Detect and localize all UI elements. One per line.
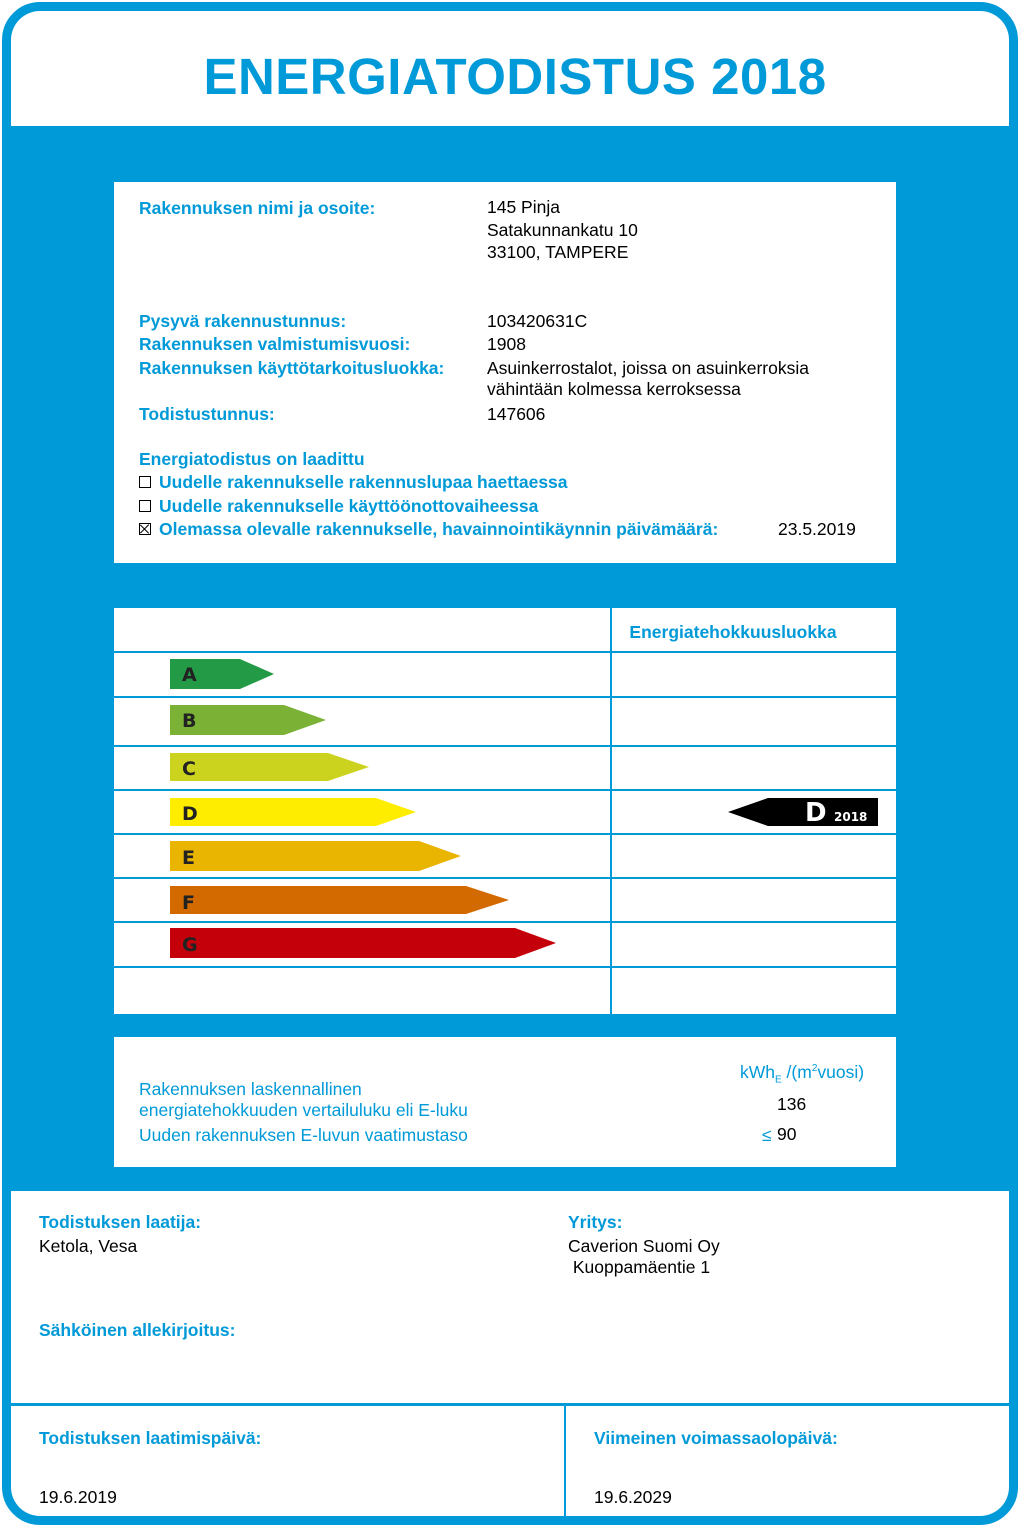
requirement-value: 90: [777, 1124, 797, 1144]
checkbox-unchecked-icon: [139, 476, 151, 488]
class-bar-f: [170, 886, 509, 914]
prepared-heading: Energiatodistus on laadittu: [139, 449, 365, 469]
author-label: Todistuksen laatija:: [39, 1212, 202, 1232]
year-value: 1908: [487, 334, 526, 354]
dates-panel: [11, 1406, 1009, 1525]
e-value-unit: kWh$_E$ $/(m^2vuosi)$: [740, 1062, 865, 1086]
cert-id-label: Todistustunnus:: [139, 404, 275, 424]
class-bar-g: [170, 928, 556, 958]
expiry-date-label: Viimeinen voimassaolopäivä:: [594, 1428, 838, 1448]
requirement-label: Uuden rakennuksen E-luvun vaatimustaso: [139, 1125, 468, 1145]
e-value-label-line-1: Rakennuksen laskennallinen: [139, 1079, 362, 1099]
company-line-2: Kuoppamäentie 1: [568, 1257, 711, 1277]
building-name-line-1: 145 Pinja: [487, 197, 560, 217]
prepared-option-2: [139, 496, 538, 517]
checkbox-unchecked-icon: [139, 500, 151, 512]
class-label-a: A: [182, 664, 197, 686]
class-label-b: B: [182, 710, 197, 732]
efficiency-column-header: Energiatehokkuusluokka: [629, 622, 837, 642]
e-value-panel: [114, 1037, 896, 1167]
class-label-c: C: [182, 758, 196, 780]
company-label: Yritys:: [568, 1212, 623, 1232]
author-name: Ketola, Vesa: [39, 1236, 138, 1256]
cert-id-value: 147606: [487, 404, 546, 424]
usage-label: Rakennuksen käyttötarkoitusluokka:: [139, 358, 445, 378]
usage-value-line-1: Asuinkerrostalot, joissa on asuinkerroksia: [487, 358, 809, 378]
page-title: ENERGIATODISTUS 2018: [203, 48, 827, 105]
requirement-prefix: ≤: [762, 1125, 772, 1145]
building-name-label: Rakennuksen nimi ja osoite:: [139, 198, 376, 218]
rating-letter: D: [805, 798, 827, 828]
building-name-line-2: Satakunnankatu 10: [487, 220, 638, 240]
dates-divider: [564, 1406, 566, 1525]
efficiency-scale: [114, 608, 896, 1014]
author-panel: [11, 1191, 1009, 1403]
year-label: Rakennuksen valmistumisvuosi:: [139, 334, 411, 354]
rating-arrow: [728, 798, 878, 828]
certificate-frame: [2, 2, 1018, 1525]
rating-version: 2018: [834, 810, 868, 824]
permanent-id-label: Pysyvä rakennustunnus:: [139, 311, 347, 331]
signature-label: Sähköinen allekirjoitus:: [39, 1320, 236, 1340]
checkbox-checked-icon: [139, 523, 151, 535]
class-label-e: E: [182, 847, 195, 869]
efficiency-class-panel: [114, 608, 896, 1014]
prepared-option-2-label: Uudelle rakennukselle käyttöönottovaiheessa: [159, 496, 539, 516]
prepared-option-3: [139, 519, 718, 540]
visit-date: 23.5.2019: [778, 519, 856, 539]
usage-value-line-2: vähintään kolmessa kerroksessa: [487, 379, 741, 399]
class-bar-b: [170, 705, 326, 735]
class-bar-e: [170, 841, 461, 871]
building-name-line-3: 33100, TAMPERE: [487, 242, 629, 262]
e-value: 136: [777, 1094, 807, 1114]
e-value-label-line-2: energiatehokkuuden vertailuluku eli E-luku: [139, 1100, 468, 1120]
permanent-id-value: 103420631C: [487, 311, 588, 331]
class-bar-a: [170, 659, 274, 689]
prepared-option-1: [139, 472, 568, 493]
class-label-g: G: [182, 934, 198, 956]
issue-date: 19.6.2019: [39, 1487, 117, 1507]
prepared-option-3-label: Olemassa olevalle rakennukselle, havainnointikäynnin päivämäärä:: [159, 519, 719, 539]
company-line-1: Caverion Suomi Oy: [568, 1236, 720, 1256]
class-bar-c: [170, 753, 369, 781]
prepared-option-1-label: Uudelle rakennukselle rakennuslupaa haettaessa: [159, 472, 568, 492]
issue-date-label: Todistuksen laatimispäivä:: [39, 1428, 262, 1448]
building-info-panel: [114, 182, 896, 563]
expiry-date: 19.6.2029: [594, 1487, 672, 1507]
class-label-f: F: [182, 892, 195, 914]
class-bar-d: [170, 798, 416, 826]
class-label-d: D: [182, 803, 198, 825]
